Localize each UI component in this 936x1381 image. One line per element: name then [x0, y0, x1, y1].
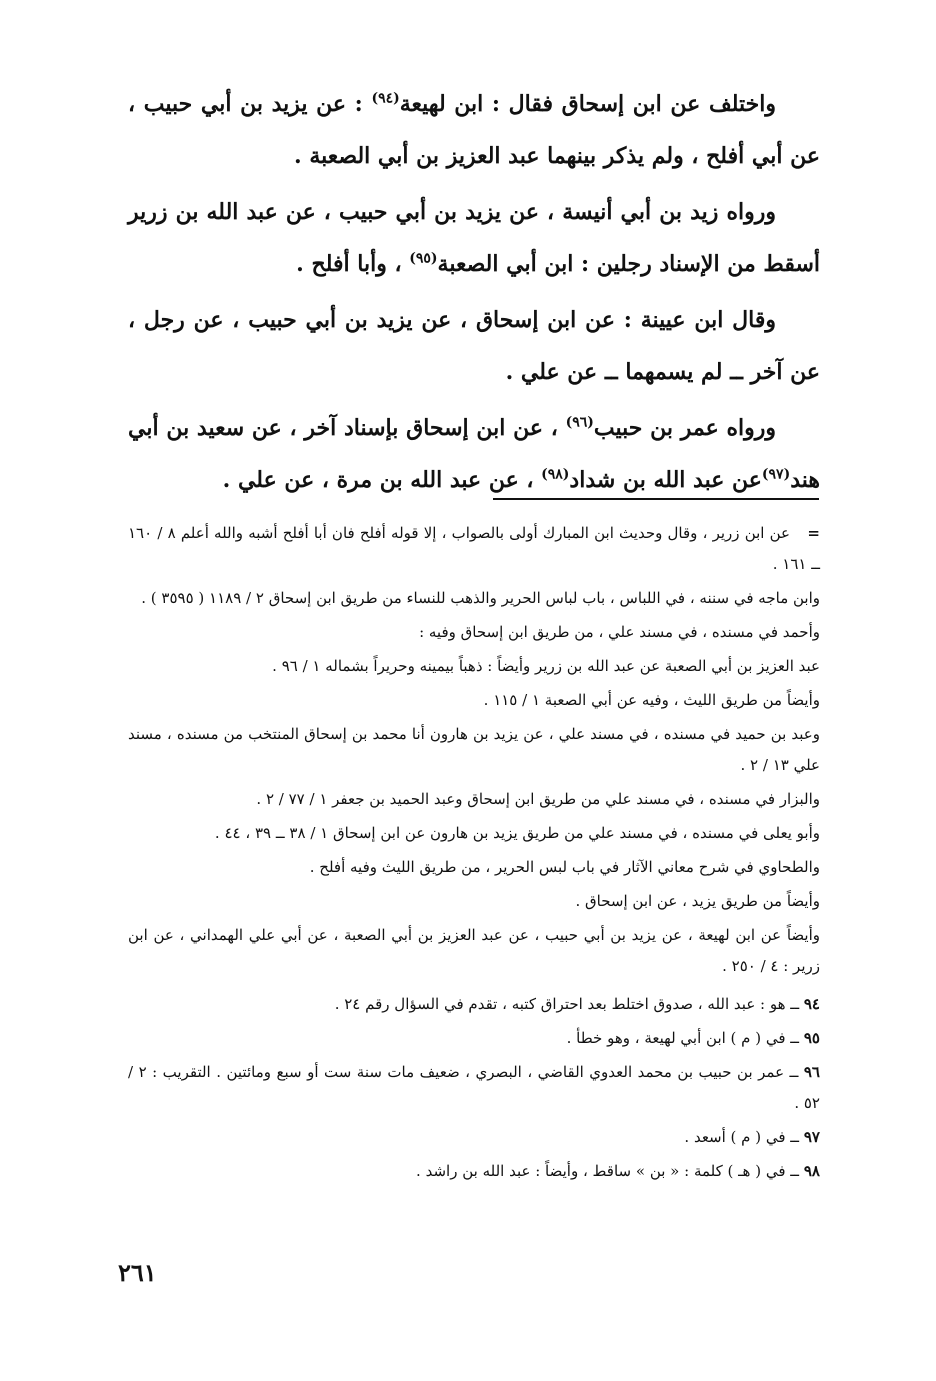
paragraph-1: واختلف عن ابن إسحاق فقال : ابن لهيعة$^{(٩٤)}$ : عن يزيد بن أبي حبيب ، عن أبي أفلح ، ولم يذكر بينهما عبد العزيز بن أبي الصعبة . [128, 90, 820, 169]
footnote-line: وعبد بن حميد في مسنده ، في مسند علي ، عن يزيد بن هارون أنا محمد بن إسحاق المنتخب من مسنده ، مسند علي ١٣ / ٢ . [128, 725, 820, 774]
paragraph-3: وقال ابن عيينة : عن ابن إسحاق ، عن يزيد بن أبي حبيب ، عن رجل ، عن آخر ــ لم يسمهما ــ عن علي . [128, 307, 820, 385]
page-number: ٢٦١ [118, 1258, 157, 1287]
footnotes [128, 518, 820, 1190]
footnote-ref-96[interactable]: (٩٦) [565, 414, 594, 431]
footnote-line: والطحاوي في شرح معاني الآثار في باب لبس الحرير ، من طريق الليث وفيه أفلح . [309, 858, 820, 876]
footnote-separator [493, 498, 819, 500]
footnote-98: ٩٨ ــ في ( هـ ) كلمة : « بن » ساقط ، وأيضاً : عبد الله بن راشد . [416, 1162, 820, 1180]
footnote-95: ٩٥ ــ في ( م ) ابن أبي لهيعة ، وهو خطأ . [566, 1029, 820, 1047]
continuation-marker: = [807, 524, 820, 542]
paragraph-2: ورواه زيد بن أبي أنيسة ، عن يزيد بن أبي حبيب ، عن عبد الله بن زرير أسقط من الإسناد رجلين : ابن أبي الصعبة$^{(٩٥)}$ ، وأبا أفلح . [128, 199, 820, 277]
footnote-line: وابن ماجه في سننه ، في اللباس ، باب لباس الحرير والذهب للنساء من طريق ابن إسحاق ٢ / ١١٨٩ ( ٣٥٩٥ ) . [141, 589, 820, 607]
paragraph-4: ورواه عمر بن حبيب$^{(٩٦)}$ ، عن ابن إسحاق بإسناد آخر ، عن سعيد بن أبي هند$^{(٩٧)}$عن عبد الله بن شداد$^{(٩٨)}$ ، عن عبد الله بن مرة ، عن علي . [128, 414, 820, 493]
footnote-94: ٩٤ ــ هو : عبد الله ، صدوق اختلط بعد احتراق كتبه ، تقدم في السؤال رقم ٢٤ . [334, 995, 820, 1013]
footnote-line: وأحمد في مسنده ، في مسند علي ، من طريق ابن إسحاق وفيه : [419, 623, 820, 641]
footnote-ref-94[interactable]: (٩٤) [371, 90, 400, 107]
footnote-line: وأبو يعلى في مسنده ، في مسند علي من طريق يزيد بن هارون عن ابن إسحاق ١ / ٣٨ ــ ٣٩ ، ٤٤ . [214, 824, 820, 842]
footnote-96: ٩٦ ــ عمر بن حبيب بن محمد العدوي القاضي ، البصري ، ضعيف مات سنة ست أو سبع ومائتين . التقريب : ٢ / ٥٢ . [128, 1063, 820, 1112]
footnote-line: وأيضاً عن ابن لهيعة ، عن يزيد بن أبي حبيب ، عن عبد العزيز بن أبي الصعبة ، عن أبي علي الهمداني ، عن ابن زرير : ٤ / ٢٥٠ . [128, 926, 820, 975]
footnote-continuation: =عن ابن زرير ، وقال وحديث ابن المبارك أولى بالصواب ، إلا قوله أفلح فان أبا أفلح أشبه والله أعلم ٨ / ١٦٠ ــ ١٦١ . [128, 518, 820, 580]
footnote-line: عبد العزيز بن أبي الصعبة عن عبد الله بن زرير وأيضاً : ذهباً بيمينه وحريراً بشماله ١ / ٩٦ . [272, 657, 820, 675]
footnote-97: ٩٧ ــ في ( م ) أسعد . [684, 1128, 820, 1146]
footnote-ref-98[interactable]: (٩٨) [541, 466, 570, 483]
footnote-line: والبزار في مسنده ، في مسند علي من طريق ابن إسحاق وعبد الحميد بن جعفر ١ / ٧٧ / ٢ . [256, 790, 820, 808]
main-text [128, 78, 820, 510]
footnote-ref-95[interactable]: (٩٥) [409, 250, 438, 267]
footnote-line: وأيضاً من طريق يزيد ، عن ابن إسحاق . [575, 892, 820, 910]
footnote-ref-97[interactable]: (٩٧) [761, 466, 791, 483]
footnote-line: وأيضاً من طريق الليث ، وفيه عن أبي الصعبة ١ / ١١٥ . [483, 691, 820, 709]
